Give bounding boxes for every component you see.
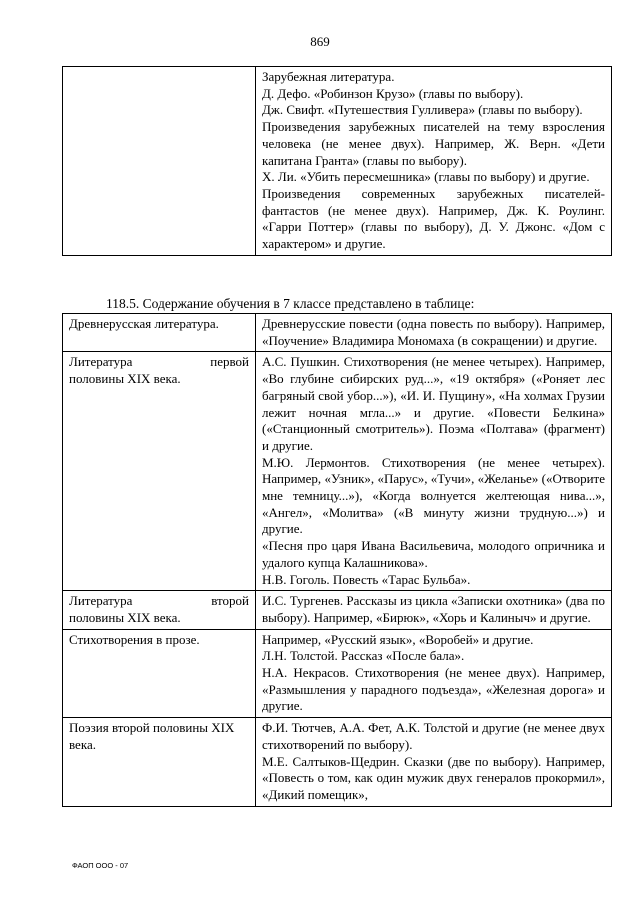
page-number: 869 — [310, 34, 330, 49]
paragraph: Н.А. Некрасов. Стихотворения (не менее двух). Например, «Размышления у парадного подъезда», «Железная дорога» и другие. — [262, 665, 605, 714]
paragraph: Произведения современных зарубежных писателей-фантастов (не менее двух). Например, Дж. К. Роулинг. «Гарри Поттер» (главы по выбору), Д. У. Джонс. «Дом с характером» и другие. — [262, 185, 605, 252]
table-row — [63, 314, 612, 352]
literature-table-continued — [62, 66, 612, 256]
grade7-content-table — [62, 313, 612, 807]
content-cell — [256, 718, 612, 807]
topic-label-line: половины XIX века. — [69, 609, 181, 625]
table-row — [63, 591, 612, 629]
content-cell — [256, 352, 612, 591]
paragraph: Зарубежная литература. — [262, 69, 395, 84]
topic-label-word: первой — [210, 354, 249, 370]
paragraph: Х. Ли. «Убить пересмешника» (главы по выбору) и другие. — [262, 169, 590, 185]
paragraph: Н.В. Гоголь. Повесть «Тарас Бульба». — [262, 571, 471, 587]
footer-code: ФАОП ООО - 07 — [72, 861, 129, 870]
content-cell — [256, 591, 612, 629]
topic-cell — [63, 591, 256, 629]
topic-label: Древнерусская литература. — [69, 316, 219, 331]
paragraph: Д. Дефо. «Робинзон Крузо» (главы по выбору). — [262, 85, 524, 101]
topic-cell — [63, 718, 256, 807]
topic-label-word: Литература — [69, 593, 133, 609]
paragraph: М.Е. Салтыков-Щедрин. Сказки (две по выбору). Например, «Повесть о том, как один мужик двух генералов прокормил», «Дикий помещик», — [262, 753, 605, 802]
paragraph: Древнерусские повести (одна повесть по выбору). Например, «Поучение» Владимира Мономаха (в сокращении) и другие. — [262, 316, 605, 348]
right-cell — [256, 67, 612, 256]
paragraph: Дж. Свифт. «Путешествия Гулливера» (главы по выбору). — [262, 102, 583, 118]
topic-label: Поэзия второй половины XIX века. — [69, 720, 235, 752]
topic-cell — [63, 314, 256, 352]
section-heading: 118.5. Содержание обучения в 7 классе представлено в таблице: — [106, 296, 475, 311]
content-cell — [256, 629, 612, 718]
paragraph: «Песня про царя Ивана Васильевича, молодого опричника и удалого купца Калашникова». — [262, 538, 605, 570]
paragraph: А.С. Пушкин. Стихотворения (не менее четырех). Например, «Во глубине сибирских руд...», «19 октября» («Роняет лес багряный свой убор...»), «И. И. Пущину», «На холмах Грузии лежит ночная мгла...» и другие. «Повести Белкина» («Станционный смотритель»). Поэма «Полтава» (фрагмент) и другие. — [262, 354, 605, 453]
paragraph: М.Ю. Лермонтов. Стихотворения (не менее четырех). Например, «Узник», «Парус», «Тучи», «Желанье» («Отворите мне темницу...»), «Когда волнуется желтеющая нива...», «Ангел», «Молитва» («В минуту жизни трудную...») и другие. — [262, 454, 605, 537]
left-cell — [63, 67, 256, 256]
topic-label-word: второй — [211, 593, 249, 609]
topic-cell — [63, 352, 256, 591]
paragraph: Например, «Русский язык», «Воробей» и другие. — [262, 631, 534, 647]
paragraph: И.С. Тургенев. Рассказы из цикла «Записки охотника» (два по выбору). Например, «Бирюк», «Хорь и Калиныч» и другие. — [262, 593, 605, 625]
table-row — [63, 352, 612, 591]
topic-label-line: половины XIX века. — [69, 371, 181, 387]
topic-label: Стихотворения в прозе. — [69, 631, 200, 647]
table-row — [63, 629, 612, 718]
paragraph: Ф.И. Тютчев, А.А. Фет, А.К. Толстой и другие (не менее двух стихотворений по выбору). — [262, 720, 605, 752]
paragraph: Произведения зарубежных писателей на тему взросления человека (не менее двух). Например, Ж. Верн. «Дети капитана Гранта» (главы по выбору). — [262, 119, 605, 168]
topic-cell — [63, 629, 256, 718]
topic-label-word: Литература — [69, 354, 133, 370]
paragraph: Л.Н. Толстой. Рассказ «После бала». — [262, 648, 465, 664]
content-cell — [256, 314, 612, 352]
table-row — [63, 67, 612, 256]
table-row — [63, 718, 612, 807]
